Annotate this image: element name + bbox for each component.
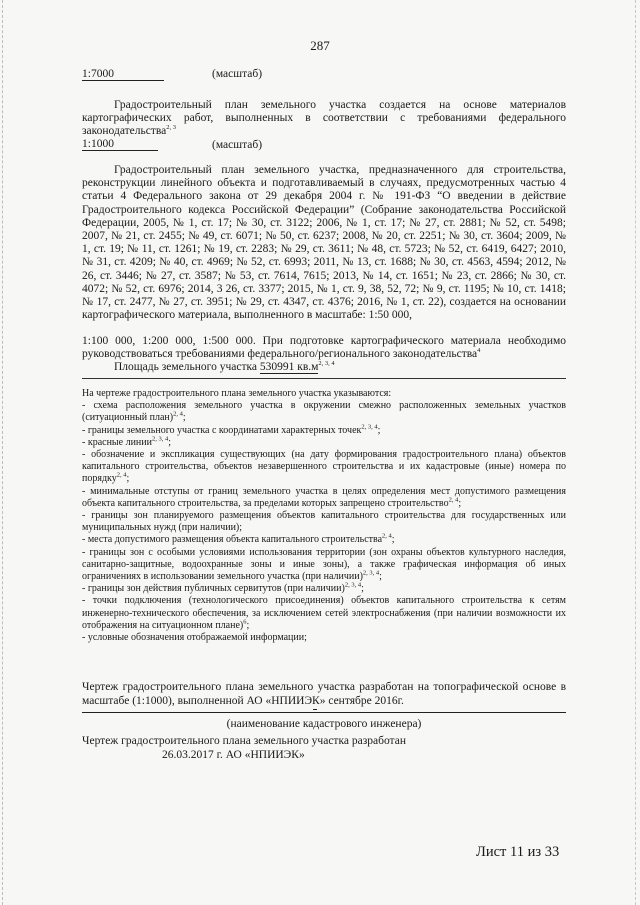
divider-top (82, 378, 566, 379)
area-label: Площадь земельного участка (114, 361, 257, 373)
drawing-item-tail: ; (391, 534, 395, 546)
drawing-item (82, 534, 566, 546)
drawing-item-text: - границы зон с особыми условиями использования территории (зон охраны объектов культурного наследия, санитарно-защитные, водоохранные зоны и иные зоны), а также графическая информация об иных ограничениях в использовании земельного участка (при наличии) (82, 546, 566, 583)
page-number: 287 (310, 38, 330, 53)
drawing-item-tail: ; (377, 424, 381, 436)
drawing-item-text: - минимальные отступы от границ земельного участка в целях определения мест допустимого размещения объекта капитального строительства, за пределами которых запрещено строительство (82, 485, 566, 509)
drawing-item (82, 486, 566, 510)
drawing-item (82, 449, 566, 486)
drawing-item-footnote: 2, 3, 4 (344, 581, 362, 589)
drawing-contents (82, 388, 566, 644)
sheet-counter: Лист 11 из 33 (476, 844, 560, 860)
drawing-item-text: - условные обозначения отображаемой информации; (82, 632, 307, 644)
drawing-item (82, 437, 566, 449)
paragraph-scales (82, 335, 566, 361)
drawing-item (82, 583, 566, 595)
drawing-item (82, 632, 566, 644)
drawing-item-tail: ; (458, 497, 462, 509)
drawing-item-text: - обозначение и экспликация существующих (на дату формирования градостроительного плана) объектов капитального строительства, объектов незавершенного строительства и их кадастровые (иные) номера по порядку (82, 449, 566, 485)
scan-edge-right (631, 0, 636, 905)
drawing-item-text: - границы зон планируемого размещения объектов капитального строительства для государственных или муниципальных нужд (при наличии); (82, 510, 566, 534)
scale-2-label: (масштаб) (212, 139, 263, 151)
drawing-item-text: - схема расположения земельного участка в окружении смежно расположенных земельных участков (ситуационный план) (82, 400, 566, 424)
drawing-item-text: - границы зон действия публичных сервитутов (при наличии) (82, 583, 345, 595)
drawing-item (82, 510, 566, 534)
paragraph-basis-footnote: 2, 3 (166, 124, 177, 132)
paragraph-linear-object: Градостроительный план земельного участка, предназначенного для строительства, реконструкции линейного объекта и подготавливаемый в случаях, предусмотренных частью 4 статьи 4 Федерального закона от 29 декабря 2004 г. № 191-ФЗ “О введении в действие Градостроительного кодекса Российской Федерации” (Собрание законодательства Российской Федерации, 2005, № 1, ст. 17; № 30, ст. 3122; 2006, № 1, ст. 17; № 27, ст. 2881; № 52, ст. 5498; 2007, № 21, ст. 2455; № 49, ст. 6071; № 50, ст. 6237; 2008, № 20, ст. 2251; № 30, ст. 3604; 2009, № 1, ст. 19; № 11, ст. 1261; № 19, ст. 2283; № 29, ст. 3611; № 48, ст. 5723; № 52, ст. 6419, 6427; 2010, № 31, ст. 4209; № 40, ст. 4969; № 52, ст. 6993; 2011, № 13, ст. 1688; № 30, ст. 4563, 4594; 2012, № 26, ст. 3446; № 27, ст. 3587; № 53, ст. 7614, 7615; 2013, № 14, ст. 1651; № 23, ст. 2866; № 30, ст. 4072; № 52, ст. 6976; 2014, 3 26, ст. 3377; 2015, № 1, ст. 9, 38, 52, 72; № 9, ст. 1195; № 10, ст. 1418; № 17, ст. 2477, № 27, ст. 3951; № 29, ст. 4347, ст. 4376; 2016, № 1, ст. 22), создается на основании картографического материала, выполненного в масштабе: 1:50 000, (82, 164, 566, 322)
paragraph-basis-text: Градостроительный план земельного участка создается на основе материалов картографических работ, выполненных в соответствии с требованиями федерального законодательства (82, 99, 566, 138)
paragraph-scales-text: 1:100 000, 1:200 000, 1:500 000. При подготовке картографического материала необходимо руководствоваться требованиями федерального/регионального законодательства (82, 335, 566, 361)
dash-mark (313, 709, 317, 710)
drawing-item-text: - границы земельного участка с координатами характерных точек (82, 424, 362, 436)
drawing-item-tail: ; (379, 571, 382, 583)
engineer-label: (наименование кадастрового инженера) (226, 718, 422, 730)
divider-engineer (82, 712, 566, 713)
drawing-item-footnote: 2, 3, 4 (362, 569, 380, 577)
drawing-items-list (82, 400, 566, 644)
drawing-item-footnote: 2, 4 (116, 472, 127, 480)
drawing-item-footnote: 2, 3, 4 (361, 423, 378, 431)
area-line (114, 361, 566, 374)
drawing-item (82, 400, 566, 424)
drawing-item-text: - красные линии (82, 436, 152, 448)
developed-line-1: Чертеж градостроительного плана земельного участка разработан (82, 735, 406, 747)
drawing-item-footnote: 6 (243, 618, 247, 626)
scan-edge-left (2, 0, 7, 905)
drawing-item-footnote: 2, 4 (173, 411, 183, 419)
drawing-item-tail: ; (182, 412, 186, 424)
area-value: 530991 кв.м (259, 361, 319, 373)
drawing-item-text: - места допустимого размещения объекта капитального строительства (82, 534, 383, 546)
drawing-item (82, 547, 566, 584)
paragraph-basis (82, 99, 566, 139)
drawing-item (82, 595, 566, 632)
drawing-statement: Чертеж градостроительного плана земельного участка разработан на топографической основе в масштабе (1:1000), выполненной АО «НПИИЭК» сентябре 2016г. (82, 681, 566, 707)
drawing-item-text: - точки подключения (технологического присоединения) объектов капитального строительства к сетям инженерно-технического обеспечения, за исключением сетей электроснабжения (при наличии возможности их отображения на ситуационном плане) (82, 595, 566, 631)
developed-line-2: 26.03.2017 г. АО «НПИИЭК» (162, 749, 305, 761)
area-footnote: 2, 3, 4 (318, 360, 335, 368)
drawing-intro: На чертеже градостроительного плана земельного участка указываются: (82, 388, 392, 399)
drawing-item-footnote: 2, 3, 4 (151, 435, 169, 443)
drawing-item-footnote: 2, 4 (382, 533, 392, 541)
drawing-item-tail: ; (246, 619, 250, 631)
scale-2-value: 1:1000 (82, 138, 158, 151)
paragraph-scales-footnote: 4 (477, 347, 481, 355)
drawing-item-tail: ; (126, 473, 130, 485)
scale-1-label: (масштаб) (212, 68, 263, 80)
drawing-item-tail: ; (168, 436, 172, 448)
scale-1-value: 1:7000 (82, 68, 164, 81)
drawing-item-tail: ; (361, 583, 364, 595)
drawing-item-footnote: 2, 4 (448, 496, 459, 504)
